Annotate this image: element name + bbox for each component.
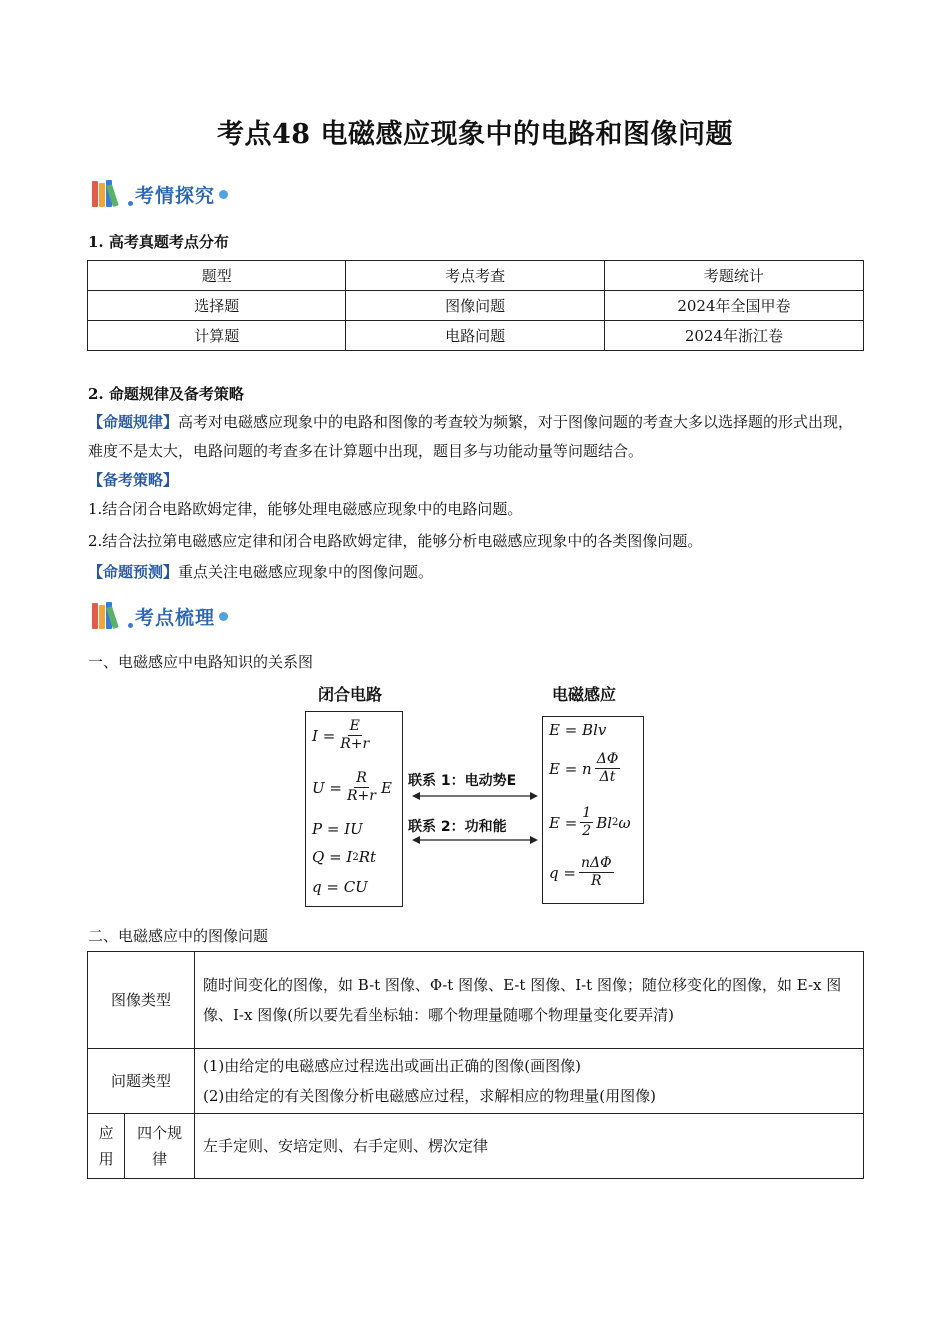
predict-tag: 【命题预测】	[88, 563, 179, 581]
rule-tag: 【命题规律】	[88, 413, 179, 431]
rule-text: 高考对电磁感应现象中的电路和图像的考查较为频繁，对于图像问题的考查大多以选择题的形式出现，难度不是太大，电路问题的考查多在计算题中出现，题目多与功能动量等问题结合。	[88, 413, 854, 460]
formula-induced-charge: q = $\frac{\text{nΔΦ}}{R}$	[549, 855, 612, 889]
part-heading: 一、电磁感应中电路知识的关系图	[88, 653, 314, 671]
formula-current: I = $\frac{E}{R+r}$	[312, 718, 370, 752]
page-title: 考点48 电磁感应现象中的电路和图像问题	[217, 119, 733, 150]
strategy-tag: 【备考策略】	[88, 471, 179, 489]
table-cell: 2024年浙江卷	[604, 321, 863, 351]
formula-heat: Q = I 2 Rt	[312, 848, 377, 866]
table-label: 应用	[88, 1114, 125, 1179]
formula-emf-motional: E = Blv	[549, 721, 607, 739]
part-heading: 二、电磁感应中的图像问题	[88, 927, 269, 945]
table-row	[88, 952, 864, 1049]
image-problems-table	[87, 951, 864, 1179]
table-cell: 随时间变化的图像，如 B-t 图像、Φ-t 图像、E-t 图像、I-t 图像；随位移变化的图像，如 E-x 图像、I-x 图像(所以要先看坐标轴：哪个物理量随哪个物理量变化要弄清)	[195, 952, 864, 1049]
table-cell: 选择题	[88, 291, 346, 321]
table-label: 图像类型	[88, 952, 195, 1049]
table-header: 题型	[88, 261, 346, 291]
section-banner-key-points	[90, 598, 228, 634]
strategy-item: 2.结合法拉第电磁感应定律和闭合电路欧姆定律，能够分析电磁感应现象中的各类图像问题。	[88, 532, 703, 550]
section-banner-exam-analysis	[90, 176, 228, 212]
strategy-tag-line	[88, 466, 866, 495]
link-emf: 联系 1：电动势E	[408, 773, 517, 789]
section-heading: 1. 高考真题考点分布	[88, 233, 229, 251]
table-cell: 图像问题	[346, 291, 604, 321]
banner-title: 考情探究	[135, 184, 216, 207]
rule-paragraph	[88, 408, 866, 466]
em-induction-title: 电磁感应	[552, 685, 617, 704]
table-cell: 2024年全国甲卷	[604, 291, 863, 321]
strategy-item: 1.结合闭合电路欧姆定律，能够处理电磁感应现象中的电路问题。	[88, 500, 523, 518]
formula-emf-rotation: E = $\frac{1}{2}$ Bl 2 ω	[549, 805, 631, 839]
exam-distribution-table	[87, 260, 864, 351]
table-header: 考题统计	[604, 261, 863, 291]
table-label: 四个规律	[125, 1114, 195, 1179]
table-cell: 左手定则、安培定则、右手定则、楞次定律	[195, 1114, 864, 1179]
table-header: 考点考查	[346, 261, 604, 291]
dot-icon	[128, 201, 133, 206]
dot-icon	[219, 190, 228, 199]
table-row	[88, 291, 864, 321]
predict-text: 重点关注电磁感应现象中的图像问题。	[178, 563, 434, 581]
predict-paragraph	[88, 558, 866, 587]
table-cell	[195, 1049, 864, 1114]
link-work-energy: 联系 2：功和能	[408, 819, 507, 835]
table-row	[88, 1049, 864, 1114]
problem-type-line: (1)由给定的电磁感应过程选出或画出正确的图像(画图像)	[203, 1057, 581, 1075]
closed-circuit-title: 闭合电路	[318, 685, 383, 704]
formula-emf-faraday: E = n $\frac{\Delta\Phi}{\Delta t}$	[549, 751, 619, 785]
table-label: 问题类型	[88, 1049, 195, 1114]
formula-charge: q = CU	[312, 878, 368, 896]
table-row	[88, 1114, 864, 1179]
dot-icon	[219, 612, 228, 621]
table-header-row	[88, 261, 864, 291]
relationship-diagram	[300, 678, 660, 913]
banner-title: 考点梳理	[135, 606, 216, 629]
dot-icon	[128, 623, 133, 628]
problem-type-line: (2)由给定的有关图像分析电磁感应过程，求解相应的物理量(用图像)	[203, 1087, 656, 1105]
table-cell: 电路问题	[346, 321, 604, 351]
formula-power: P = IU	[312, 820, 363, 838]
table-cell: 计算题	[88, 321, 346, 351]
books-icon	[90, 601, 122, 631]
books-icon	[90, 179, 122, 209]
section-heading: 2. 命题规律及备考策略	[88, 385, 244, 403]
formula-voltage: U = $\frac{R}{R+r}$ E	[312, 770, 392, 804]
em-induction-box	[542, 716, 644, 904]
closed-circuit-box	[305, 711, 403, 907]
table-row	[88, 321, 864, 351]
